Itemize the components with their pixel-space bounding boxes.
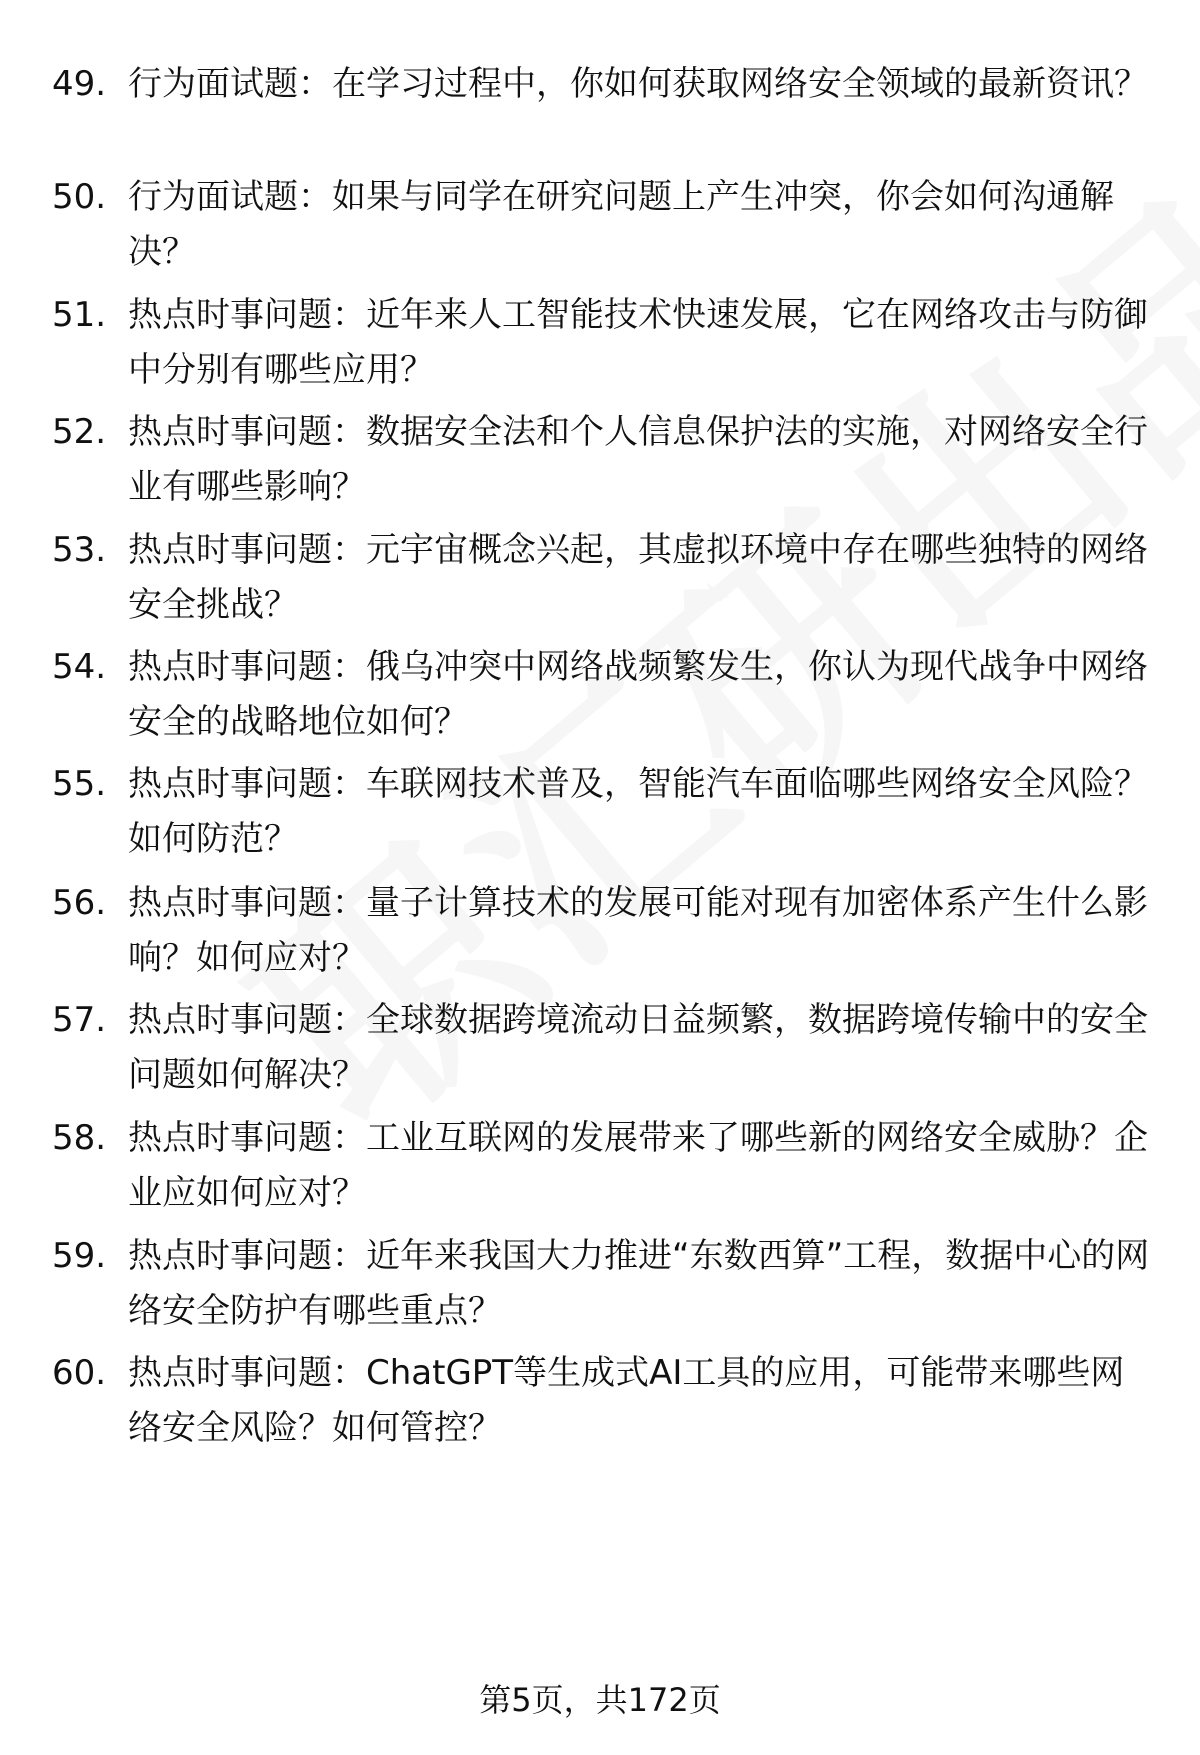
- question-number: 52.: [52, 412, 107, 452]
- question-text: 热点时事问题：车联网技术普及，智能汽车面临哪些网络安全风险？如何防范？: [128, 764, 1148, 859]
- question-text: 热点时事问题：量子计算技术的发展可能对现有加密体系产生什么影响？如何应对？: [128, 883, 1148, 978]
- question-number: 60.: [52, 1353, 107, 1393]
- question-text: 行为面试题：在学习过程中，你如何获取网络安全领域的最新资讯？: [128, 64, 1148, 104]
- question-text: 热点时事问题：全球数据跨境流动日益频繁，数据跨境传输中的安全问题如何解决？: [128, 1000, 1148, 1095]
- question-number: 54.: [52, 647, 107, 687]
- question-number: 59.: [52, 1236, 107, 1276]
- question-number: 51.: [52, 295, 107, 335]
- question-text: 热点时事问题：俄乌冲突中网络战频繁发生，你认为现代战争中网络安全的战略地位如何？: [128, 647, 1148, 742]
- question-number: 53.: [52, 530, 107, 570]
- question-text: 热点时事问题：近年来我国大力推进“东数西算”工程，数据中心的网络安全防护有哪些重点？: [128, 1236, 1150, 1331]
- question-number: 57.: [52, 1000, 107, 1040]
- question-number: 55.: [52, 764, 107, 804]
- question-text: 热点时事问题：近年来人工智能技术快速发展，它在网络攻击与防御中分别有哪些应用？: [128, 295, 1148, 390]
- question-text: 热点时事问题：ChatGPT等生成式AI工具的应用，可能带来哪些网络安全风险？如何管控？: [128, 1353, 1125, 1448]
- question-number: 50.: [52, 177, 107, 217]
- page-number: 第5页，共172页: [479, 1681, 721, 1719]
- question-text: 行为面试题：如果与同学在研究问题上产生冲突，你会如何沟通解决？: [128, 177, 1114, 272]
- question-text: 热点时事问题：元宇宙概念兴起，其虚拟环境中存在哪些独特的网络安全挑战？: [128, 530, 1148, 625]
- question-number: 49.: [52, 64, 107, 104]
- question-text: 热点时事问题：工业互联网的发展带来了哪些新的网络安全威胁？企业应如何应对？: [128, 1118, 1148, 1213]
- question-number: 56.: [52, 883, 107, 923]
- question-text: 热点时事问题：数据安全法和个人信息保护法的实施，对网络安全行业有哪些影响？: [128, 412, 1148, 507]
- question-number: 58.: [52, 1118, 107, 1158]
